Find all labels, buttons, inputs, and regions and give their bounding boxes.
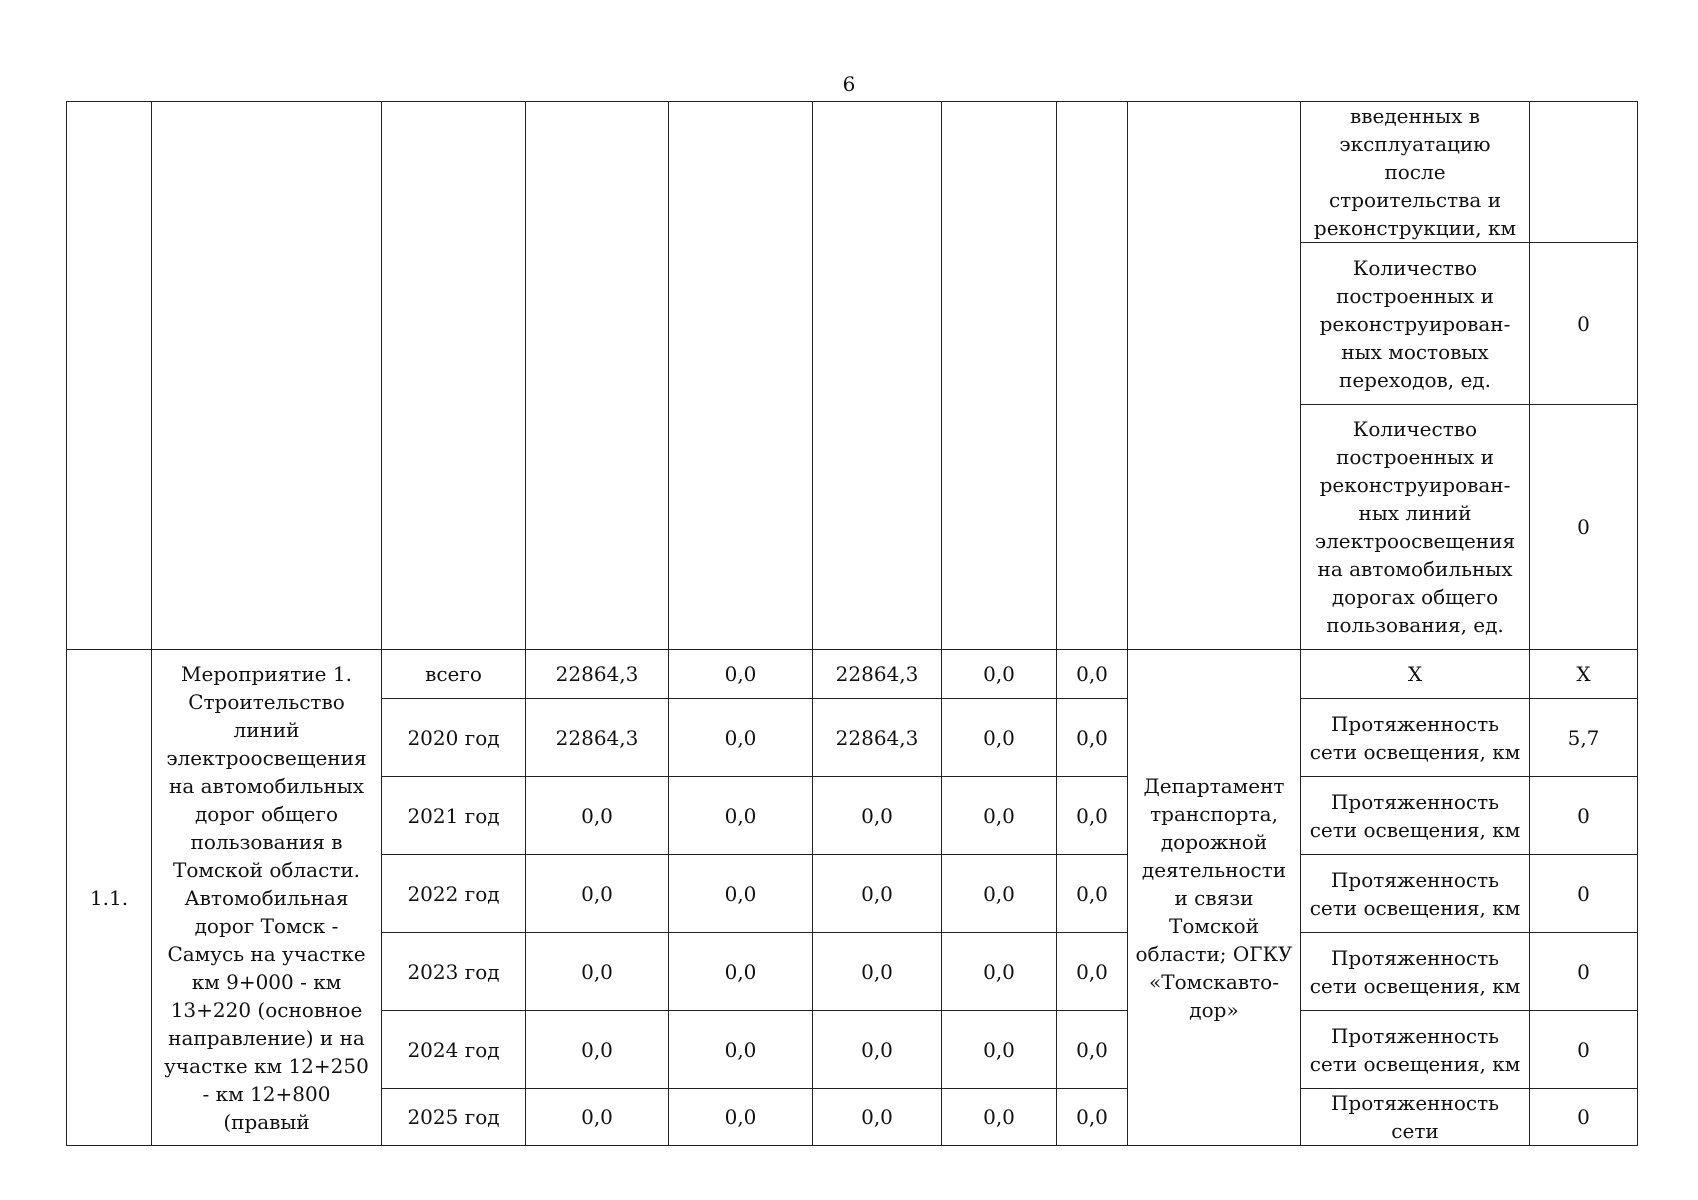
- blank-cell: [1057, 102, 1128, 650]
- regional-cell: 0,0: [813, 855, 942, 933]
- indicator-cell: Протяженность сети освещения, км: [1301, 933, 1530, 1011]
- local-cell: 0,0: [942, 1011, 1057, 1089]
- period-cell: 2025 год: [382, 1089, 526, 1146]
- local-cell: 0,0: [942, 699, 1057, 777]
- total-cell: 0,0: [526, 777, 669, 855]
- total-cell: 22864,3: [526, 650, 669, 699]
- extra-cell: 0,0: [1057, 855, 1128, 933]
- indicator-value-cell: 0: [1530, 243, 1638, 405]
- blank-cell: [152, 102, 382, 650]
- blank-cell: [1128, 102, 1301, 650]
- extra-cell: 0,0: [1057, 1011, 1128, 1089]
- federal-cell: 0,0: [669, 1011, 813, 1089]
- indicator-value-cell: 0: [1530, 777, 1638, 855]
- period-cell: 2023 год: [382, 933, 526, 1011]
- blank-cell: [382, 102, 526, 650]
- extra-cell: 0,0: [1057, 933, 1128, 1011]
- indicator-cell: Протяженность сети освещения, км: [1301, 855, 1530, 933]
- extra-cell: 0,0: [1057, 1089, 1128, 1146]
- regional-cell: 22864,3: [813, 650, 942, 699]
- federal-cell: 0,0: [669, 933, 813, 1011]
- regional-cell: 0,0: [813, 777, 942, 855]
- executor-cell: Департамент транспорта, дорожной деятельности и связи Томской области; ОГКУ «Томскавто-дор»: [1128, 650, 1301, 1146]
- indicator-value-cell: 0: [1530, 1089, 1638, 1146]
- indicator-value-cell: X: [1530, 650, 1638, 699]
- indicator-value-cell: 0: [1530, 855, 1638, 933]
- total-cell: 0,0: [526, 1089, 669, 1146]
- indicator-value-cell: 0: [1530, 405, 1638, 650]
- local-cell: 0,0: [942, 650, 1057, 699]
- regional-cell: 22864,3: [813, 699, 942, 777]
- total-cell: 22864,3: [526, 699, 669, 777]
- indicator-value-cell: 0: [1530, 1011, 1638, 1089]
- indicator-value-cell: [1530, 102, 1638, 243]
- indicator-cell: введенных в эксплуатацию после строительства и реконструкции, км: [1301, 102, 1530, 243]
- program-table: [66, 101, 1638, 1146]
- indicator-cell: X: [1301, 650, 1530, 699]
- regional-cell: 0,0: [813, 933, 942, 1011]
- federal-cell: 0,0: [669, 777, 813, 855]
- indicator-value-cell: 5,7: [1530, 699, 1638, 777]
- indicator-cell: Количество построенных и реконструирован-ных линий электроосвещения на автомобильных дорогах общего пользования, ед.: [1301, 405, 1530, 650]
- period-cell: 2020 год: [382, 699, 526, 777]
- blank-cell: [67, 102, 152, 650]
- page-number: 6: [842, 72, 856, 96]
- measure-number-cell: 1.1.: [67, 650, 152, 1146]
- blank-cell: [813, 102, 942, 650]
- total-cell: 0,0: [526, 933, 669, 1011]
- blank-cell: [526, 102, 669, 650]
- local-cell: 0,0: [942, 777, 1057, 855]
- period-cell: 2021 год: [382, 777, 526, 855]
- period-cell: всего: [382, 650, 526, 699]
- regional-cell: 0,0: [813, 1011, 942, 1089]
- indicator-cell: Протяженность сети освещения, км: [1301, 1011, 1530, 1089]
- extra-cell: 0,0: [1057, 699, 1128, 777]
- blank-cell: [669, 102, 813, 650]
- indicator-cell: Протяженность сети: [1301, 1089, 1530, 1146]
- local-cell: 0,0: [942, 1089, 1057, 1146]
- federal-cell: 0,0: [669, 699, 813, 777]
- extra-cell: 0,0: [1057, 650, 1128, 699]
- total-cell: 0,0: [526, 1011, 669, 1089]
- continuation-row: [67, 102, 1638, 243]
- federal-cell: 0,0: [669, 1089, 813, 1146]
- indicator-cell: Протяженность сети освещения, км: [1301, 777, 1530, 855]
- period-cell: 2022 год: [382, 855, 526, 933]
- indicator-value-cell: 0: [1530, 933, 1638, 1011]
- local-cell: 0,0: [942, 933, 1057, 1011]
- blank-cell: [942, 102, 1057, 650]
- measure-name-cell: Мероприятие 1. Строительство линий электроосвещения на автомобильных дорог общего пользования в Томской области. Автомобильная дорог Томск - Самусь на участке км 9+000 - км 13+220 (основное направление) и на участке км 12+250 - км 12+800 (правый: [152, 650, 382, 1146]
- indicator-cell: Протяженность сети освещения, км: [1301, 699, 1530, 777]
- extra-cell: 0,0: [1057, 777, 1128, 855]
- indicator-cell: Количество построенных и реконструирован-ных мостовых переходов, ед.: [1301, 243, 1530, 405]
- local-cell: 0,0: [942, 855, 1057, 933]
- regional-cell: 0,0: [813, 1089, 942, 1146]
- total-cell: 0,0: [526, 855, 669, 933]
- federal-cell: 0,0: [669, 855, 813, 933]
- measure-row: [67, 650, 1638, 699]
- federal-cell: 0,0: [669, 650, 813, 699]
- period-cell: 2024 год: [382, 1011, 526, 1089]
